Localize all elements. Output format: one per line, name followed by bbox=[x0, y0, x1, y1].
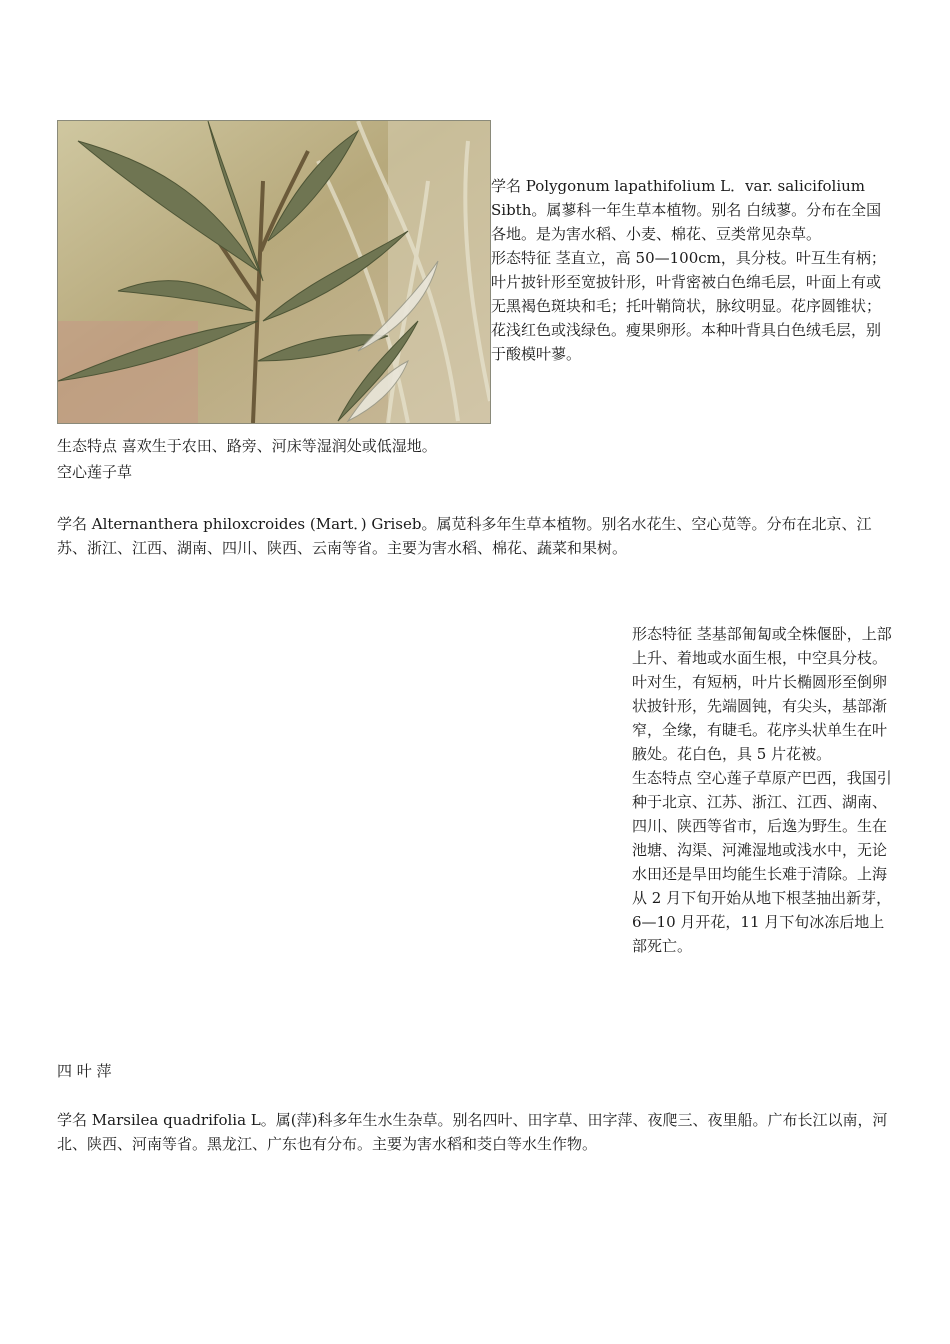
polygonum-ecology: 生态特点 喜欢生于农田、路旁、河床等湿润处或低湿地。 bbox=[57, 437, 437, 455]
polygonum-description bbox=[491, 174, 893, 366]
marsilea-intro: 学名 Marsilea quadrifolia L。属(萍)科多年生水生杂草。别名四叶、田字草、田字萍、夜爬三、夜里船。广布长江以南，河北、陕西、河南等省。黑龙江、广东也有分布。主要为害水稻和茭白等水生作物。 bbox=[57, 1111, 888, 1153]
alternanthera-description bbox=[632, 622, 894, 958]
alternanthera-ecology: 生态特点 空心莲子草原产巴西，我国引种于北京、江苏、浙江、江西、湖南、四川、陕西等省市，后逸为野生。生在池塘、沟渠、河滩湿地或浅水中，无论水田还是旱田均能生长难于清除。上海从 2 月下旬开始从地下根茎抽出新芽，6—10 月开花，11 月下旬冰冻后地上部死亡。 bbox=[632, 769, 892, 955]
alternanthera-morphology: 形态特征 茎基部匍匐或全株偃卧，上部上升、着地或水面生根，中空具分枝。叶对生，有短柄，叶片长椭圆形至倒卵状披针形，先端圆钝，有尖头，基部渐窄，全缘，有睫毛。花序头状单生在叶腋处。花白色，具 5 片花被。 bbox=[632, 625, 892, 763]
plant-photo-image bbox=[58, 121, 490, 423]
polygonum-morphology: 形态特征 茎直立，高 50—100cm，具分枝。叶互生有柄；叶片披针形至宽披针形，叶背密被白色绵毛层，叶面上有或无黑褐色斑块和毛；托叶鞘筒状，脉纹明显。花序圆锥状；花浅红色或浅绿色。瘦果卵形。本种叶背具白色绒毛层，别于酸模叶蓼。 bbox=[491, 249, 886, 363]
alternanthera-title: 空心莲子草 bbox=[57, 463, 133, 481]
plant-photo bbox=[57, 120, 491, 424]
marsilea-title: 四 叶 萍 bbox=[57, 1062, 112, 1080]
alternanthera-intro: 学名 Alternanthera philoxcroides (Mart．) Griseb。属苋科多年生草本植物。别名水花生、空心苋等。分布在北京、江苏、浙江、江西、湖南、四川、陕西、云南等省。主要为害水稻、棉花、蔬菜和果树。 bbox=[57, 515, 872, 557]
polygonum-intro: 学名 Polygonum lapathifolium L．var. salicifolium Sibth。属蓼科一年生草本植物。别名 白绒蓼。分布在全国各地。是为害水稻、小麦、棉花、豆类常见杂草。 bbox=[491, 177, 882, 243]
